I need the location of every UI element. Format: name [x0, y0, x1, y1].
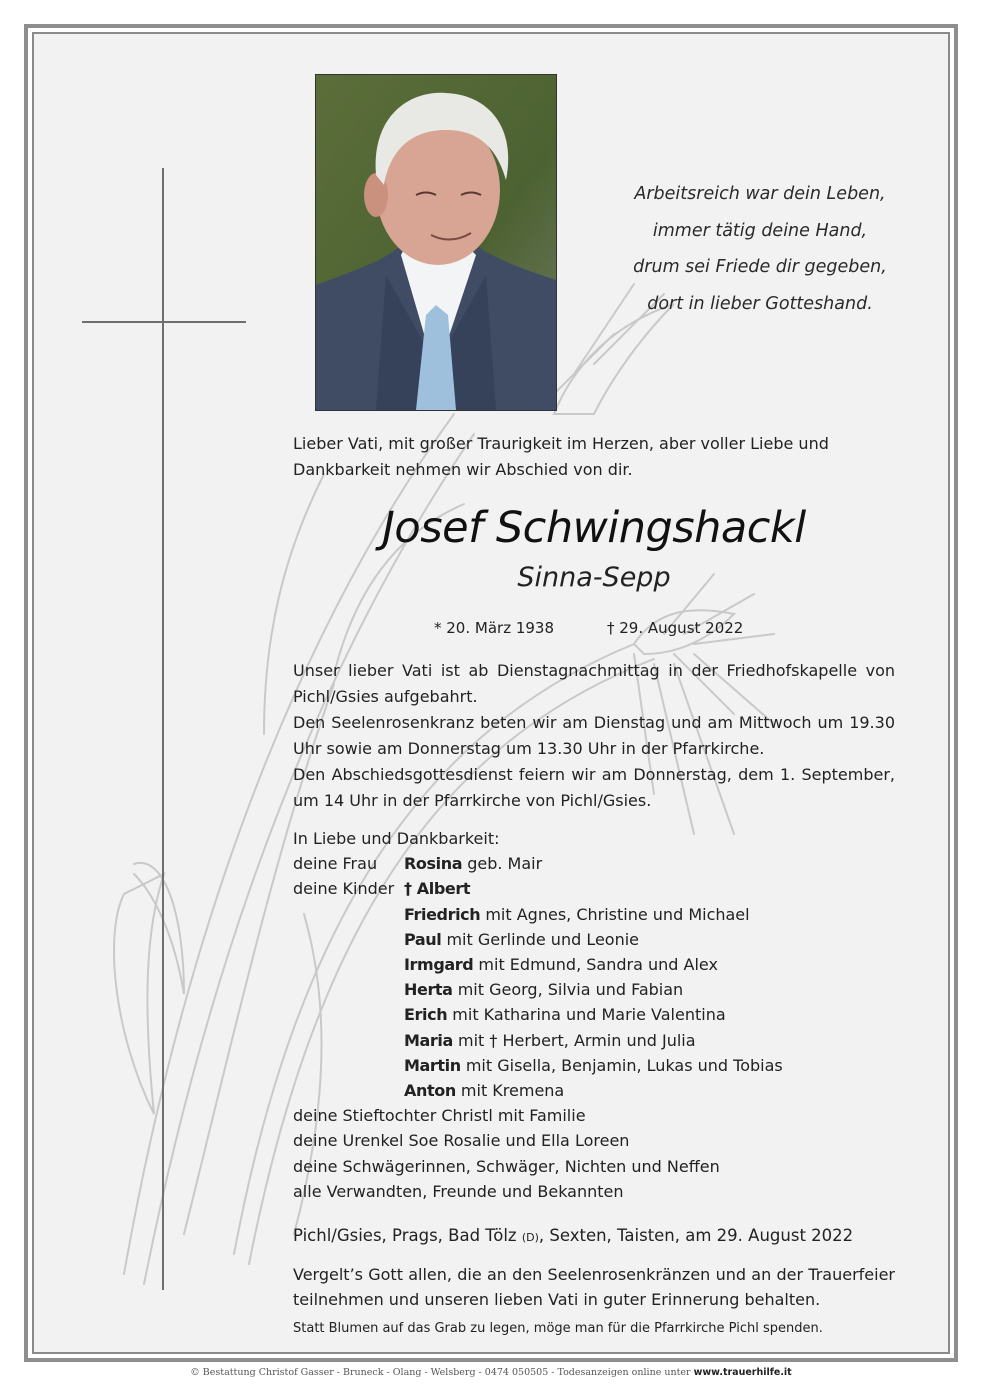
notice-paragraph: Den Seelenrosenkranz beten wir am Dienstag und am Mittwoch um 19.30 Uhr sowie am Donnerstag um 13.30 Uhr in der Pfarrkirche. [293, 713, 895, 758]
family-member-detail: mit Georg, Silvia und Fabian [457, 980, 684, 1000]
website-link[interactable]: www.trauerhilfe.it [693, 1367, 792, 1378]
notice-paragraph: Den Abschiedsgottesdienst feiern wir am Donnerstag, dem 1. September, um 14 Uhr in der Pfarrkirche von Pichl/Gsies. [293, 765, 895, 810]
family-row-child [293, 1028, 895, 1053]
family-member-detail: mit Edmund, Sandra und Alex [478, 955, 718, 975]
family-row-other: alle Verwandten, Freunde und Bekannten [293, 1181, 624, 1201]
thanks-text: Vergelt’s Gott allen, die an den Seelenrosenkränzen und an der Trauerfeier teilnehmen und unseren lieben Vati in guter Erinnerung behalten. [293, 1265, 895, 1309]
family-member-name: Maria [404, 1030, 453, 1050]
poem-line: drum sei Friede dir gegeben, [633, 257, 887, 277]
family-row-child [293, 927, 895, 952]
places: Pichl/Gsies, Prags, Bad Tölz [293, 1226, 517, 1245]
family-member-name: † Albert [404, 879, 471, 899]
family-member-name: Rosina [404, 854, 463, 874]
family-row-child [293, 1002, 895, 1027]
cross-vertical-bar [162, 168, 164, 1290]
family-member-name: Martin [404, 1055, 461, 1075]
family-row-other: deine Stieftochter Christl mit Familie [293, 1106, 586, 1126]
place-and-date [293, 1223, 895, 1251]
poem [590, 176, 930, 322]
family-member-name: Anton [404, 1081, 456, 1101]
poem-line: Arbeitsreich war dein Leben, [634, 184, 886, 204]
family-member-detail: mit Katharina und Marie Valentina [452, 1005, 726, 1025]
portrait-photo [315, 74, 557, 411]
family-member-detail: mit Gerlinde und Leonie [446, 929, 640, 949]
family-heading: In Liebe und Dankbarkeit: [293, 829, 500, 848]
place-date: , Sexten, Taisten, am 29. August 2022 [538, 1226, 854, 1245]
family-row-child [293, 902, 895, 927]
death-date: † 29. August 2022 [607, 619, 744, 637]
deceased-nickname: Sinna-Sepp [517, 562, 671, 593]
wheat-leaf [134, 863, 184, 994]
footer-text: © Bestattung Christof Gasser - Bruneck - Olang - Welsberg - 0474 050505 - Todesanzeigen online unter [190, 1367, 691, 1378]
relation-label: deine Kinder [293, 879, 395, 899]
family-row-other: deine Schwägerinnen, Schwäger, Nichten und Neffen [293, 1156, 720, 1176]
family-row-child [293, 876, 895, 901]
footer [0, 1366, 982, 1380]
family-member-detail: geb. Mair [467, 854, 543, 874]
funeral-notice [293, 658, 895, 814]
family-member-name: Herta [404, 980, 453, 1000]
deceased-name: Josef Schwingshackl [382, 503, 806, 553]
family-row-child [293, 1053, 895, 1078]
family-row-child [293, 977, 895, 1002]
birth-date: * 20. März 1938 [434, 619, 555, 637]
family-row-child [293, 952, 895, 977]
family-member-detail: mit Kremena [460, 1081, 565, 1101]
family-member-name: Paul [404, 929, 442, 949]
country-code: (D) [521, 1231, 539, 1244]
family-member-name: Irmgard [404, 955, 474, 975]
family-member-name: Friedrich [404, 904, 481, 924]
family-member-detail: mit † Herbert, Armin und Julia [458, 1030, 696, 1050]
family-member-name: Erich [404, 1005, 448, 1025]
family-member-detail: mit Agnes, Christine und Michael [485, 904, 750, 924]
poem-line: dort in lieber Gotteshand. [647, 293, 873, 314]
family-row-other: deine Urenkel Soe Rosalie und Ella Loreen [293, 1131, 630, 1151]
donation-note: Statt Blumen auf das Grab zu legen, möge man für die Pfarrkirche Pichl spenden. [293, 1321, 823, 1336]
intro-text: Lieber Vati, mit großer Traurigkeit im Herzen, aber voller Liebe und Dankbarkeit nehmen wir Abschied von dir. [293, 434, 829, 479]
wheat-leaf [114, 874, 164, 1114]
family-list [293, 826, 895, 1204]
family-row-spouse [293, 851, 895, 876]
cross-horizontal-bar [82, 321, 246, 323]
family-member-detail: mit Gisella, Benjamin, Lukas und Tobias [465, 1055, 783, 1075]
family-row-child [293, 1078, 895, 1103]
notice-paragraph: Unser lieber Vati ist ab Dienstagnachmittag in der Friedhofskapelle von Pichl/Gsies aufgebahrt. [293, 661, 895, 706]
poem-line: immer tätig deine Hand, [652, 220, 868, 241]
relation-label: deine Frau [293, 854, 378, 874]
